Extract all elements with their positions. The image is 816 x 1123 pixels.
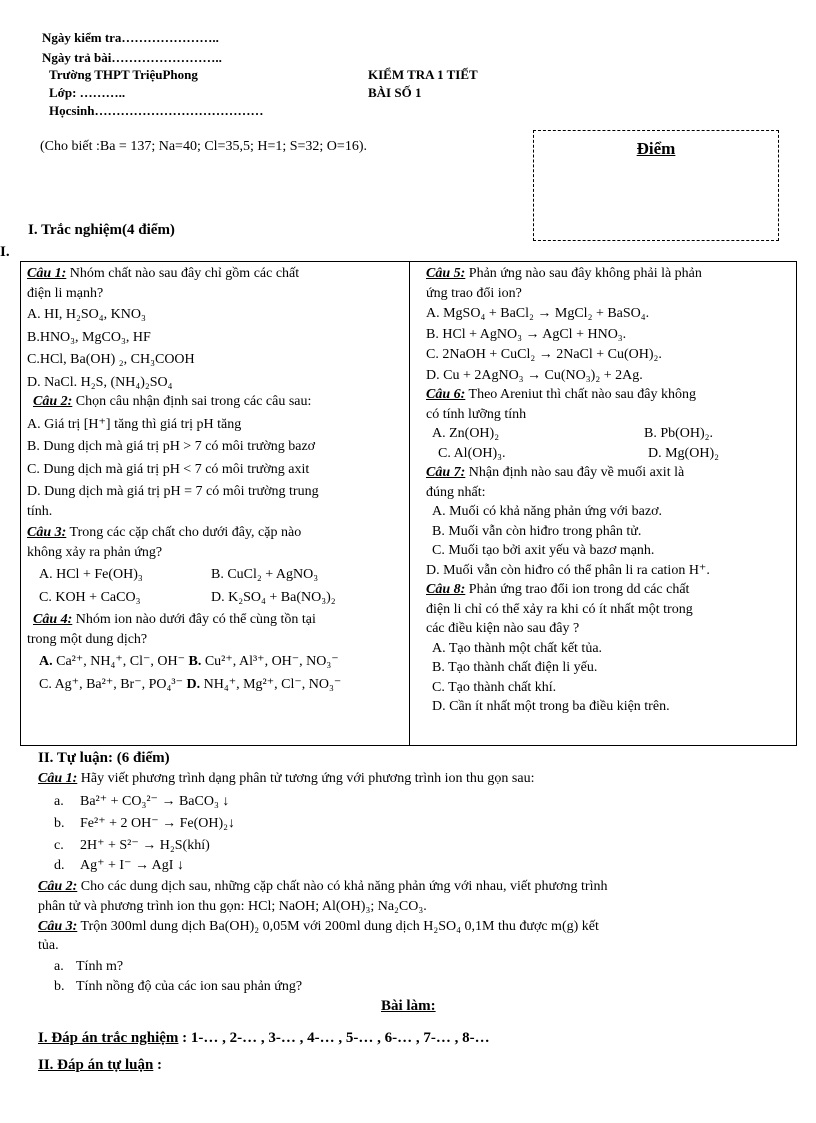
- c1-b-num: b.: [54, 816, 65, 831]
- c1-item-d: [54, 857, 184, 874]
- q3-text-2: không xảy ra phản ứng?: [27, 544, 163, 560]
- c3-b-text: Tính nồng độ của các ion sau phản ứng?: [76, 979, 303, 994]
- q1-option-c: C.HCl, Ba(OH) ₂, CH₃COOH: [27, 352, 195, 367]
- q7-option-b: B. Muối vẫn còn hiđro trong phân tử.: [432, 523, 642, 539]
- question-1: [27, 264, 405, 284]
- q7-option-d: D. Muối vẫn còn hiđro có thể phân li ra cation H⁺.: [426, 562, 710, 578]
- q7-option-c: C. Muối tạo bởi axit yếu và bazơ mạnh.: [432, 543, 655, 558]
- q4-label: Câu 4:: [33, 612, 73, 627]
- q6-option-a: A. Zn(OH)₂: [432, 426, 500, 441]
- q8-option-b: B. Tạo thành chất điện li yếu.: [432, 660, 598, 675]
- q1-text-2: điện li mạnh?: [27, 285, 104, 301]
- q3-options-ab: [27, 565, 405, 585]
- q5-text-2: ứng trao đổi ion?: [426, 285, 522, 301]
- mc-answer-label: I. Đáp án trắc nghiệm: [38, 1030, 179, 1046]
- c3-item-b: [54, 979, 302, 995]
- right-column: [426, 264, 794, 717]
- c3-a-text: Tính m?: [76, 959, 124, 974]
- q5-option-d: D. Cu + 2AgNO₃ → Cu(NO₃)₂ + 2Ag.: [426, 367, 643, 383]
- q4-text-2: trong một dung dịch?: [27, 631, 148, 647]
- q1-label: Câu 1:: [27, 266, 67, 281]
- atomic-masses-note: (Cho biết :Ba = 137; Na=40; Cl=35,5; H=1; S=32; O=16).: [40, 139, 367, 154]
- c3-item-a: [54, 959, 123, 975]
- part2-title: II. Tự luận: (6 điểm): [38, 750, 170, 766]
- c1-item-c: [54, 837, 210, 854]
- q7-option-a: A. Muối có khả năng phản ứng với bazơ.: [432, 504, 663, 519]
- q4-option-a: Ca²⁺, NH₄⁺, Cl⁻, OH⁻: [52, 654, 189, 669]
- score-box: [533, 130, 779, 241]
- c1-item-b: [54, 815, 235, 832]
- q8-option-d: D. Cần ít nhất một trong ba điều kiện trên.: [432, 699, 670, 714]
- c3-b-num: b.: [54, 979, 65, 994]
- mc-answer-line: [38, 1030, 490, 1047]
- q8-text: Phản ứng trao đổi ion trong dd các chất: [465, 582, 690, 597]
- question-4: [27, 610, 405, 630]
- q4-d-label: D.: [186, 676, 201, 692]
- q4-a-label: A.: [39, 654, 53, 669]
- q2-option-d-2: tính.: [27, 503, 53, 519]
- essay-question-3: [38, 919, 599, 935]
- q6-option-d: D. Mg(OH)₂: [648, 445, 719, 461]
- column-divider: [409, 262, 410, 745]
- q6-label: Câu 6:: [426, 387, 466, 402]
- question-7: [426, 463, 794, 483]
- q6-text: Theo Areniut thì chất nào sau đây không: [465, 387, 696, 402]
- q2-label: Câu 2:: [33, 394, 73, 409]
- part1-title: I. Trắc nghiệm(4 điểm): [28, 222, 175, 238]
- q1-text: Nhóm chất nào sau đây chỉ gồm các chất: [66, 266, 300, 281]
- q5-label: Câu 5:: [426, 266, 466, 281]
- c1-d-num: d.: [54, 858, 65, 873]
- q3-option-c: C. KOH + CaCO₃: [39, 589, 141, 605]
- q7-text: Nhận định nào sau đây về muối axit là: [465, 465, 685, 480]
- c1-item-a: [54, 793, 229, 810]
- q2-option-d: D. Dung dịch mà giá trị pH = 7 có môi trường trung: [27, 484, 319, 499]
- q5-option-a: A. MgSO₄ + BaCl₂ → MgCl₂ + BaSO₄.: [426, 306, 650, 321]
- question-2: [27, 392, 405, 412]
- answer-heading: Bài làm:: [381, 998, 436, 1014]
- c1-a-eq: Ba²⁺ + CO₃²⁻ → BaCO₃ ↓: [80, 794, 230, 809]
- q4-text: Nhóm ion nào dưới đây có thể cùng tồn tại: [72, 612, 316, 627]
- exam-date-line: Ngày kiểm tra…………………..: [42, 30, 219, 45]
- q3-option-d: D. K₂SO₄ + Ba(NO₃)₂: [211, 589, 336, 605]
- c1-b-eq: Fe²⁺ + 2 OH⁻ → Fe(OH)₂↓: [80, 816, 236, 831]
- exam-title: KIỂM TRA 1 TIẾT: [368, 67, 478, 82]
- q6-text-2: có tính lưỡng tính: [426, 406, 527, 422]
- c1-c-eq: 2H⁺ + S²⁻ → H₂S(khí): [80, 838, 210, 853]
- c2-label: Câu 2:: [38, 879, 78, 894]
- question-5: [426, 264, 794, 284]
- q3-text: Trong các cặp chất cho dưới đây, cặp nào: [66, 525, 302, 540]
- q3-option-b: B. CuCl₂ + AgNO₃: [211, 567, 319, 582]
- c3-label: Câu 3:: [38, 919, 78, 934]
- q4-option-b: Cu²⁺, Al³⁺, OH⁻, NO₃⁻: [201, 654, 339, 669]
- c1-c-num: c.: [54, 838, 64, 853]
- q7-label: Câu 7:: [426, 465, 466, 480]
- c3-text-2: tủa.: [38, 938, 59, 953]
- question-8: [426, 580, 794, 600]
- mc-answer-blanks: : 1-… , 2-… , 3-… , 4-… , 5-… , 6-… , 7-… , 8-…: [178, 1030, 490, 1046]
- c1-text: Hãy viết phương trình dạng phân tử tương ứng với phương trình ion thu gọn sau:: [77, 771, 535, 786]
- question-3: [27, 523, 405, 543]
- q8-label: Câu 8:: [426, 582, 466, 597]
- q4-option-c: C. Ag⁺, Ba²⁺, Br⁻, PO₄³⁻: [39, 676, 187, 692]
- q2-text: Chọn câu nhận định sai trong các câu sau:: [72, 394, 312, 409]
- q5-option-c: C. 2NaOH + CuCl₂ → 2NaCl + Cu(OH)₂.: [426, 347, 662, 362]
- exam-number: BÀI SỐ 1: [368, 85, 422, 100]
- score-label: Điểm: [636, 139, 676, 158]
- c1-label: Câu 1:: [38, 771, 78, 786]
- q1-option-a: A. HI, H₂SO₄, KNO₃: [27, 307, 146, 322]
- essay-question-2: [38, 879, 607, 895]
- essay-answer-label: II. Đáp án tự luận: [38, 1057, 154, 1073]
- q4-option-d: NH₄⁺, Mg²⁺, Cl⁻, NO₃⁻: [200, 676, 342, 692]
- c2-text-2: phân tử và phương trình ion thu gọn: HCl; NaOH; Al(OH)₃; Na₂CO₃.: [38, 899, 427, 914]
- q6-options-cd: [426, 444, 794, 464]
- q3-label: Câu 3:: [27, 525, 67, 540]
- q5-text: Phản ứng nào sau đây không phải là phản: [465, 266, 702, 281]
- c1-d-eq: Ag⁺ + I⁻ → AgI ↓: [80, 858, 184, 873]
- c1-a-num: a.: [54, 794, 64, 809]
- c3-a-num: a.: [54, 959, 64, 974]
- q8-option-a: A. Tạo thành một chất kết tủa.: [432, 640, 603, 656]
- q8-option-c: C. Tạo thành chất khí.: [432, 679, 557, 695]
- q3-options-cd: [27, 588, 405, 608]
- q4-options-ab: [27, 652, 405, 672]
- c3-text: Trộn 300ml dung dịch Ba(OH)₂ 0,05M với 200ml dung dịch H₂SO₄ 0,1M thu được m(g) kết: [77, 919, 599, 934]
- q8-text-2: điện li chỉ có thể xảy ra khi có ít nhất một trong: [426, 601, 693, 617]
- q5-option-b: B. HCl + AgNO₃ → AgCl + HNO₃.: [426, 326, 627, 342]
- q2-option-a: A. Giá trị [H⁺] tăng thì giá trị pH tăng: [27, 416, 242, 432]
- q3-option-a: A. HCl + Fe(OH)₃: [39, 567, 143, 582]
- q4-options-cd: [27, 675, 405, 695]
- q1-option-b: B.HNO₃, MgCO₃, HF: [27, 329, 151, 345]
- left-column: [27, 264, 405, 694]
- question-6: [426, 385, 794, 405]
- q8-text-3: các điều kiện nào sau đây ?: [426, 621, 580, 636]
- q6-option-b: B. Pb(OH)₂.: [644, 426, 714, 441]
- q2-option-b: B. Dung dịch mà giá trị pH > 7 có môi trường bazơ: [27, 439, 316, 454]
- return-date-line: Ngày trả bài……………………..: [42, 50, 222, 65]
- q6-option-c: C. Al(OH)₃.: [438, 445, 506, 461]
- q6-options-ab: [426, 424, 794, 444]
- c2-text: Cho các dung dịch sau, những cặp chất nào có khả năng phản ứng với nhau, viết phương trình: [77, 879, 608, 894]
- essay-answer-colon: :: [153, 1057, 163, 1073]
- q1-option-d: D. NaCl. H₂S, (NH₄)₂SO₄: [27, 374, 173, 390]
- q2-option-c: C. Dung dịch mà giá trị pH < 7 có môi trường axit: [27, 461, 310, 477]
- school-name: Trường THPT TriệuPhong: [49, 67, 198, 82]
- q7-text-2: đúng nhất:: [426, 484, 486, 500]
- student-line: Họcsinh…………………………………: [49, 103, 264, 118]
- essay-answer-line: [38, 1057, 162, 1074]
- q4-b-label: B.: [188, 654, 202, 669]
- margin-mark: I.: [0, 244, 10, 260]
- class-line: Lớp: ………..: [49, 85, 126, 100]
- essay-question-1: [38, 771, 534, 787]
- multiple-choice-table: [20, 261, 797, 746]
